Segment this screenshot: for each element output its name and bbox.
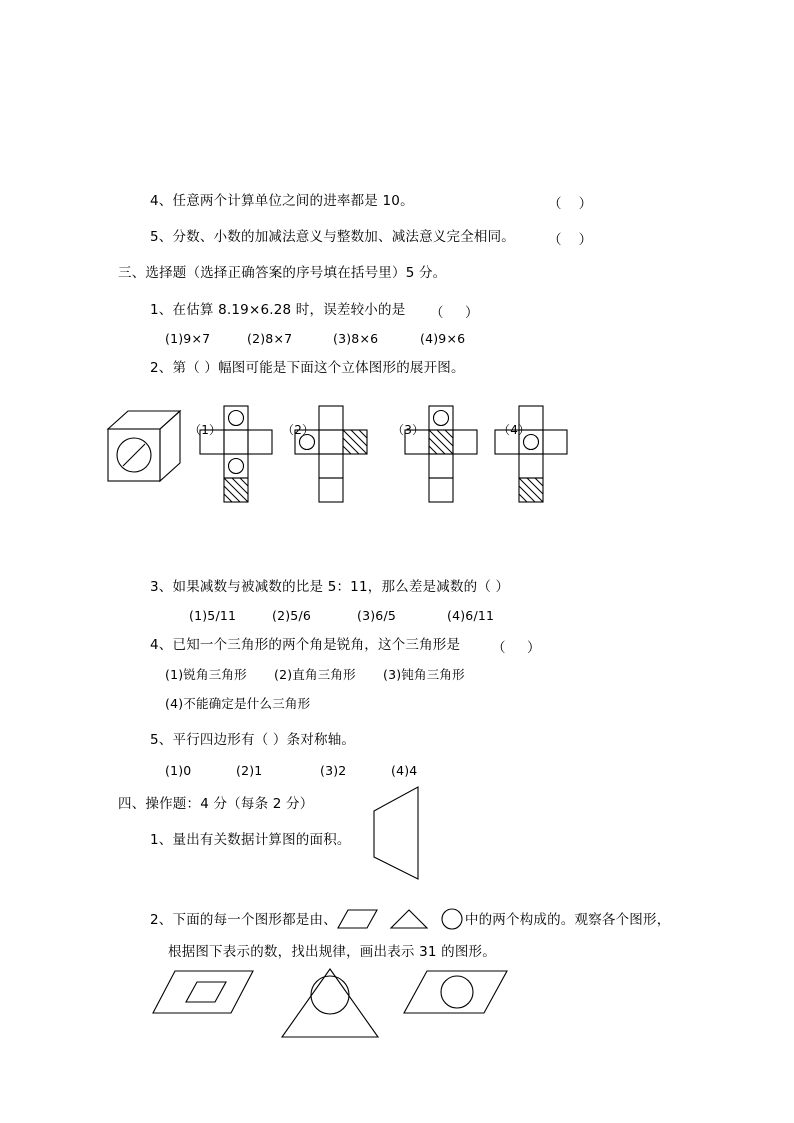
- judgement-item-5-body: 分数、小数的加减法意义与整数加、减法意义完全相同。: [172, 229, 515, 245]
- q1-option-1[interactable]: (1)9×7: [165, 331, 211, 346]
- inline-circle-icon: [439, 907, 465, 931]
- judgement-item-4-text: 4、: [150, 193, 173, 209]
- q3-option-3[interactable]: (3)6/5: [357, 608, 397, 623]
- judgement-item-5-bracket[interactable]: （ ）: [548, 232, 593, 248]
- composite-figure-circle-in-triangle: [278, 965, 383, 1043]
- q5-option-2[interactable]: (2)1: [236, 763, 263, 778]
- q2-text: 第（ ）幅图可能是下面这个立体图形的展开图。: [172, 360, 465, 376]
- s4q1-text: 量出有关数据计算图的面积。: [172, 832, 351, 848]
- q2-num: 2、: [150, 360, 173, 376]
- inline-triangle-icon: [389, 907, 429, 931]
- q1-option-4[interactable]: (4)9×6: [420, 331, 466, 346]
- composite-figure-parallelogram-in-parallelogram: [150, 968, 260, 1023]
- section-three-question-1: [150, 301, 405, 319]
- net-label-3: （3）: [392, 423, 425, 437]
- net-figure-4[interactable]: [481, 402, 581, 502]
- inline-parallelogram-icon: [337, 907, 379, 931]
- judgement-item-5-num: 5、: [150, 229, 173, 245]
- net-figure-2[interactable]: [281, 402, 381, 502]
- q4-bracket[interactable]: （ ）: [492, 640, 541, 656]
- q4-option-4[interactable]: (4)不能确定是什么三角形: [165, 696, 311, 711]
- judgement-item-4: [150, 192, 414, 210]
- q3-option-1[interactable]: (1)5/11: [189, 608, 237, 623]
- q5-text: 平行四边形有（ ）条对称轴。: [172, 732, 356, 748]
- q1-option-2[interactable]: (2)8×7: [247, 331, 293, 346]
- judgement-item-4-bracket[interactable]: （ ）: [548, 196, 593, 212]
- judgement-item-4-body: 任意两个计算单位之间的进率都是 10。: [172, 193, 414, 209]
- q4-text: 已知一个三角形的两个角是锐角，这个三角形是: [172, 637, 461, 653]
- s4q2-text-part2: 中的两个构成的。观察各个图形，: [464, 912, 671, 928]
- net-figure-1[interactable]: [186, 402, 286, 502]
- q4-option-2[interactable]: (2)直角三角形: [274, 667, 356, 682]
- q5-num: 5、: [150, 732, 173, 748]
- q3-option-4[interactable]: (4)6/11: [447, 608, 495, 623]
- net-label-1: （1）: [189, 423, 222, 437]
- q4-option-3[interactable]: (3)钝角三角形: [383, 667, 465, 682]
- q5-option-3[interactable]: (3)2: [320, 763, 347, 778]
- section-four-question-2-line2: 根据图下表示的数，找出规律，画出表示 31 的图形。: [168, 944, 496, 960]
- q1-bracket[interactable]: （ ）: [430, 305, 479, 321]
- section-three-question-2: [150, 359, 465, 377]
- s4q2-text-part1: 下面的每一个图形都是由、: [172, 912, 337, 928]
- q4-option-1[interactable]: (1)锐角三角形: [165, 667, 247, 682]
- q1-option-3[interactable]: (3)8×6: [333, 331, 379, 346]
- trapezoid-figure: [362, 783, 472, 888]
- section-three-question-5: [150, 731, 355, 749]
- s4q1-num: 1、: [150, 832, 173, 848]
- net-label-4: （4）: [498, 423, 531, 437]
- section-four-heading: 四、操作题：4 分（每条 2 分）: [118, 796, 314, 812]
- q5-option-4[interactable]: (4)4: [391, 763, 418, 778]
- q4-num: 4、: [150, 637, 173, 653]
- q3-text: 如果减数与被减数的比是 5：11，那么差是减数的（ ）: [172, 579, 510, 595]
- s4q2-num: 2、: [150, 912, 173, 928]
- section-three-question-4: [150, 636, 460, 654]
- cube-figure: [104, 407, 190, 495]
- q1-num: 1、: [150, 302, 173, 318]
- q3-num: 3、: [150, 579, 173, 595]
- q5-option-1[interactable]: (1)0: [165, 763, 192, 778]
- section-three-heading: 三、选择题（选择正确答案的序号填在括号里）5 分。: [118, 265, 447, 281]
- q3-option-2[interactable]: (2)5/6: [272, 608, 312, 623]
- section-four-question-1: [150, 831, 351, 849]
- net-figure-3[interactable]: [391, 402, 491, 502]
- net-label-2: （2）: [282, 423, 315, 437]
- judgement-item-5: [150, 228, 515, 246]
- composite-figure-circle-in-parallelogram: [400, 968, 515, 1023]
- section-four-question-2: [150, 908, 670, 932]
- section-three-question-3: [150, 578, 509, 596]
- q1-text: 在估算 8.19×6.28 时，误差较小的是: [172, 302, 406, 318]
